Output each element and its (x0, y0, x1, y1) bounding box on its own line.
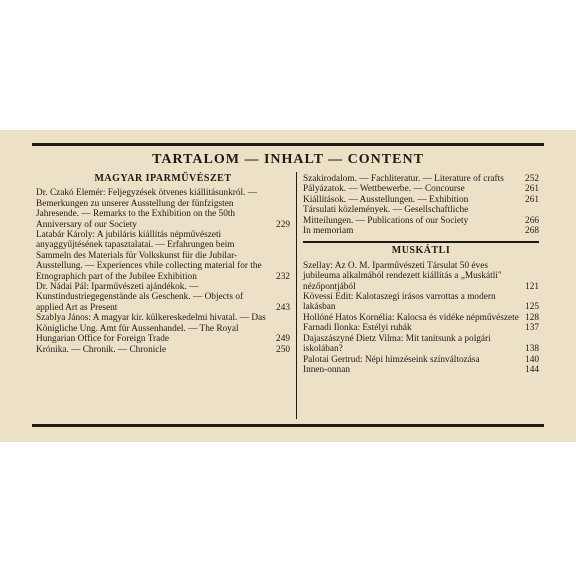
toc-entry-text: Palotai Gertrud: Népi hímzéseink színváltozása (303, 354, 480, 365)
toc-entry-text: Dr. Czakó Elemér: Feljegyzések ötvenes kiállításunkról. — Bemerkungen zu unserer Ausstellung der fünfzigsten Jahresende. — Remarks to the Exhibition on the 50th Anniversary of our Society (36, 188, 258, 230)
toc-page-number: 243 (276, 302, 290, 313)
toc-page-number: 140 (525, 354, 539, 365)
toc-entry-text: Hollóné Hatos Kornélia: Kalocsa és vidéke népművészete (303, 312, 519, 323)
toc-entry (303, 195, 539, 205)
toc-entry (303, 292, 539, 313)
toc-page-number: 261 (525, 184, 539, 195)
toc-entry (36, 282, 290, 313)
bottom-rule (32, 424, 544, 427)
toc-entry-text: Kövessi Edit: Kalotaszegi írásos varrottas a modern lakásban (303, 292, 496, 313)
toc-entry-text: Dajaszászyné Dietz Vilma: Mit tanítsunk a polgári iskolában? (303, 333, 491, 355)
toc-page-number: 121 (525, 281, 539, 292)
toc-page-number: 144 (525, 364, 539, 375)
right-bottom-entries (303, 261, 539, 375)
toc-entry (303, 334, 539, 355)
toc-entry-text: Latabár Károly: A jubiláris kiállítás népművészeti anyaggyűjtésének tapasztalatai. — Erfahrungen beim Sammeln des Materials für Volkskunst für die Jubilar-Ausstellung. — Experiences vhile collecting material for the Etnographich part of the Jubilee Exhibition (36, 230, 262, 282)
toc-entry-text: Szakirodalom. — Fachliteratur. — Literature of crafts (303, 174, 504, 184)
toc-page-number: 232 (276, 271, 290, 282)
toc-entry (303, 174, 539, 184)
toc-entry-text: Farnadi Ilonka: Estélyi ruhák (303, 323, 412, 334)
toc-entry (303, 205, 539, 226)
page-title: TARTALOM — INHALT — CONTENT (152, 152, 424, 167)
toc-page-number: 252 (525, 174, 539, 184)
right-top-entries (303, 174, 539, 236)
column-divider (296, 172, 297, 419)
toc-entry-text: Innen-onnan (303, 364, 350, 375)
section-heading-magyar-iparmuveszet: MAGYAR IPARMŰVÉSZET (94, 173, 232, 184)
toc-page-number: 229 (276, 219, 290, 230)
toc-page-number: 250 (276, 344, 290, 355)
top-rule (32, 143, 544, 146)
toc-entry (303, 323, 539, 333)
toc-page-number: 266 (525, 215, 539, 226)
toc-entry-text: Szellay: Az O. M. Iparművészeti Társulat 50 éves jubileuma alkalmából rendezett kiállítás a „Muskátli" nézőpontjából (303, 260, 502, 292)
toc-entry (303, 313, 539, 323)
left-entries (36, 188, 290, 355)
left-column (36, 174, 290, 355)
toc-page-number: 261 (525, 194, 539, 205)
contents-page (0, 130, 576, 442)
toc-entry-text: Pályázatok. — Wettbewerbe. — Concourse (303, 184, 465, 195)
toc-entry (303, 226, 539, 236)
toc-entry-text: Társulati közlemények. — Gesellschaftliche Mitteilungen. — Publications of our Society (303, 205, 469, 226)
toc-page-number: 125 (525, 302, 539, 313)
toc-entry-text: Krónika. — Chronik. — Chronicle (36, 344, 167, 355)
toc-page-number: 128 (525, 312, 539, 323)
toc-entry (303, 365, 539, 375)
toc-entry (36, 313, 290, 344)
toc-entry (303, 355, 539, 365)
toc-entry (36, 188, 290, 230)
toc-entry-text: Szablya János: A magyar kir. külkereskedelmi hivatal. — Das Königliche Ung. Amt für Aussenhandel. — The Royal Hungarian Office for Foreign Trade (36, 313, 266, 345)
toc-page-number: 268 (525, 226, 539, 237)
section-heading-muskatli: MUSKÁTLI (391, 245, 451, 257)
toc-entry (303, 261, 539, 292)
toc-entry (303, 184, 539, 194)
toc-entry (36, 230, 290, 282)
toc-entry-text: Kiállítások. — Ausstellungen. — Exhibition (303, 194, 469, 205)
toc-page-number: 249 (276, 334, 290, 345)
section-rule (303, 241, 539, 243)
right-column (303, 174, 539, 375)
toc-entry-text: In memoriam (303, 226, 354, 237)
toc-entry (36, 345, 290, 355)
toc-page-number: 138 (525, 344, 539, 355)
toc-entry-text: Dr. Nádai Pál: Iparművészeti ajándékok. — Kunstindustriegegenstände als Geschenk. — Objects of applied Art as Present (36, 282, 244, 313)
toc-page-number: 137 (525, 323, 539, 334)
